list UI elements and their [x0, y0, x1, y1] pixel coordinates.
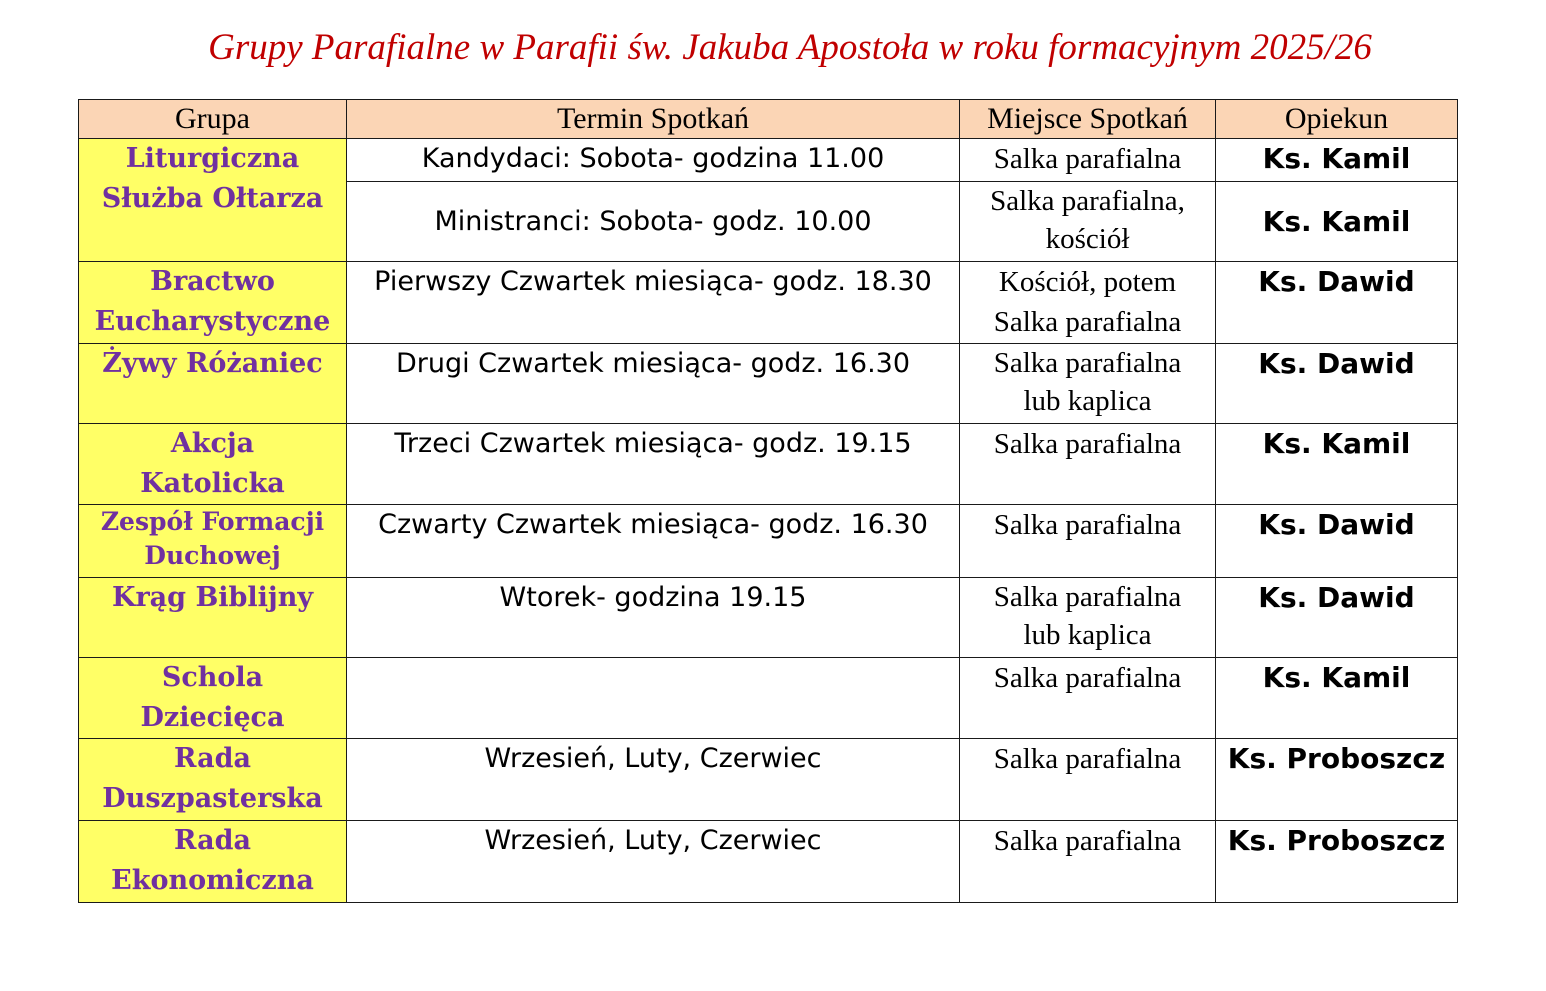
group-name-cell	[79, 262, 347, 344]
guardian-cell	[1216, 424, 1458, 505]
meeting-place: Salka parafialna	[993, 825, 1182, 857]
group-name: Liturgiczna Służba Ołtarza	[101, 143, 324, 214]
table-row	[79, 424, 1458, 505]
group-name-cell	[79, 578, 347, 658]
meeting-term: Czwarty Czwartek miesiąca- godz. 16.30	[378, 509, 928, 540]
meeting-place: Salka parafialna	[993, 509, 1182, 541]
group-name-cell	[79, 139, 347, 262]
place-cell	[960, 139, 1216, 182]
group-name: Schola Dziecięca	[140, 662, 285, 733]
group-name: Rada Ekonomiczna	[111, 825, 314, 896]
group-name-cell	[79, 739, 347, 821]
table-row	[79, 262, 1458, 344]
meeting-place: Salka parafialna lub kaplica	[993, 581, 1182, 651]
guardian-name: Ks. Kamil	[1262, 427, 1411, 460]
table-row	[79, 658, 1458, 739]
meeting-place: Salka parafialna	[993, 662, 1182, 694]
guardian-cell	[1216, 262, 1458, 344]
term-cell	[347, 658, 960, 739]
header-place: Miejsce Spotkań	[960, 100, 1216, 139]
guardian-cell	[1216, 739, 1458, 821]
group-name-cell	[79, 344, 347, 424]
meeting-place: Salka parafialna	[993, 428, 1182, 460]
meeting-place: Salka parafialna, kościół	[990, 185, 1185, 255]
group-name-cell	[79, 821, 347, 903]
place-cell	[960, 182, 1216, 262]
term-cell	[347, 139, 960, 182]
place-cell	[960, 262, 1216, 344]
place-cell	[960, 658, 1216, 739]
table-row	[79, 139, 1458, 182]
guardian-name: Ks. Kamil	[1262, 142, 1411, 175]
meeting-term: Pierwszy Czwartek miesiąca- godz. 18.30	[374, 266, 932, 297]
meeting-place: Salka parafialna	[993, 743, 1182, 775]
group-name: Zespół Formacji Duchowej	[100, 507, 325, 570]
guardian-cell	[1216, 505, 1458, 578]
term-cell	[347, 182, 960, 262]
header-guardian: Opiekun	[1216, 100, 1458, 139]
table-row	[79, 505, 1458, 578]
guardian-name: Ks. Dawid	[1258, 581, 1415, 614]
place-cell	[960, 505, 1216, 578]
term-cell	[347, 344, 960, 424]
guardian-cell	[1216, 182, 1458, 262]
group-name-cell	[79, 658, 347, 739]
group-name: Rada Duszpasterska	[102, 743, 323, 814]
term-cell	[347, 821, 960, 903]
meeting-place: Salka parafialna	[993, 143, 1182, 175]
place-cell	[960, 578, 1216, 658]
meeting-place: Salka parafialna lub kaplica	[993, 347, 1182, 417]
term-cell	[347, 739, 960, 821]
meeting-term: Drugi Czwartek miesiąca- godz. 16.30	[395, 348, 911, 379]
guardian-cell	[1216, 578, 1458, 658]
term-cell	[347, 505, 960, 578]
guardian-name: Ks. Kamil	[1262, 661, 1411, 694]
meeting-term: Trzeci Czwartek miesiąca- godz. 19.15	[394, 428, 912, 459]
guardian-cell	[1216, 139, 1458, 182]
guardian-name: Ks. Dawid	[1258, 347, 1415, 380]
table-row	[79, 578, 1458, 658]
place-cell	[960, 424, 1216, 505]
meeting-term: Kandydaci: Sobota- godzina 11.00	[421, 143, 885, 174]
meeting-term: Wrzesień, Luty, Czerwiec	[484, 743, 822, 774]
group-name: Żywy Różaniec	[102, 348, 323, 379]
guardian-cell	[1216, 344, 1458, 424]
guardian-name: Ks. Proboszcz	[1227, 824, 1446, 857]
group-name: Akcja Katolicka	[140, 428, 285, 499]
table-row	[79, 344, 1458, 424]
guardian-cell	[1216, 658, 1458, 739]
table-row	[79, 739, 1458, 821]
place-cell	[960, 821, 1216, 903]
meeting-term: Wtorek- godzina 19.15	[499, 582, 807, 613]
table-row	[79, 821, 1458, 903]
place-cell	[960, 344, 1216, 424]
term-cell	[347, 424, 960, 505]
group-name-cell	[79, 505, 347, 578]
groups-table	[78, 99, 1458, 903]
guardian-name: Ks. Kamil	[1262, 204, 1411, 238]
place-cell	[960, 739, 1216, 821]
group-name: Bractwo Eucharystyczne	[94, 266, 331, 337]
term-cell	[347, 578, 960, 658]
guardian-name: Ks. Dawid	[1258, 265, 1415, 298]
page-title: Grupy Parafialne w Parafii św. Jakuba Apostoła w roku formacyjnym 2025/26	[208, 27, 1372, 68]
meeting-term: Ministranci: Sobota- godz. 10.00	[434, 205, 872, 237]
group-name-cell	[79, 424, 347, 505]
header-term: Termin Spotkań	[347, 100, 960, 139]
meeting-place: Kościół, potem Salka parafialna	[993, 266, 1182, 338]
term-cell	[347, 262, 960, 344]
guardian-name: Ks. Proboszcz	[1227, 742, 1446, 775]
group-name: Krąg Biblijny	[111, 582, 314, 613]
guardian-cell	[1216, 821, 1458, 903]
table-header-row	[79, 100, 1458, 139]
header-group: Grupa	[79, 100, 347, 139]
guardian-name: Ks. Dawid	[1258, 508, 1415, 541]
meeting-term: Wrzesień, Luty, Czerwiec	[484, 825, 822, 856]
